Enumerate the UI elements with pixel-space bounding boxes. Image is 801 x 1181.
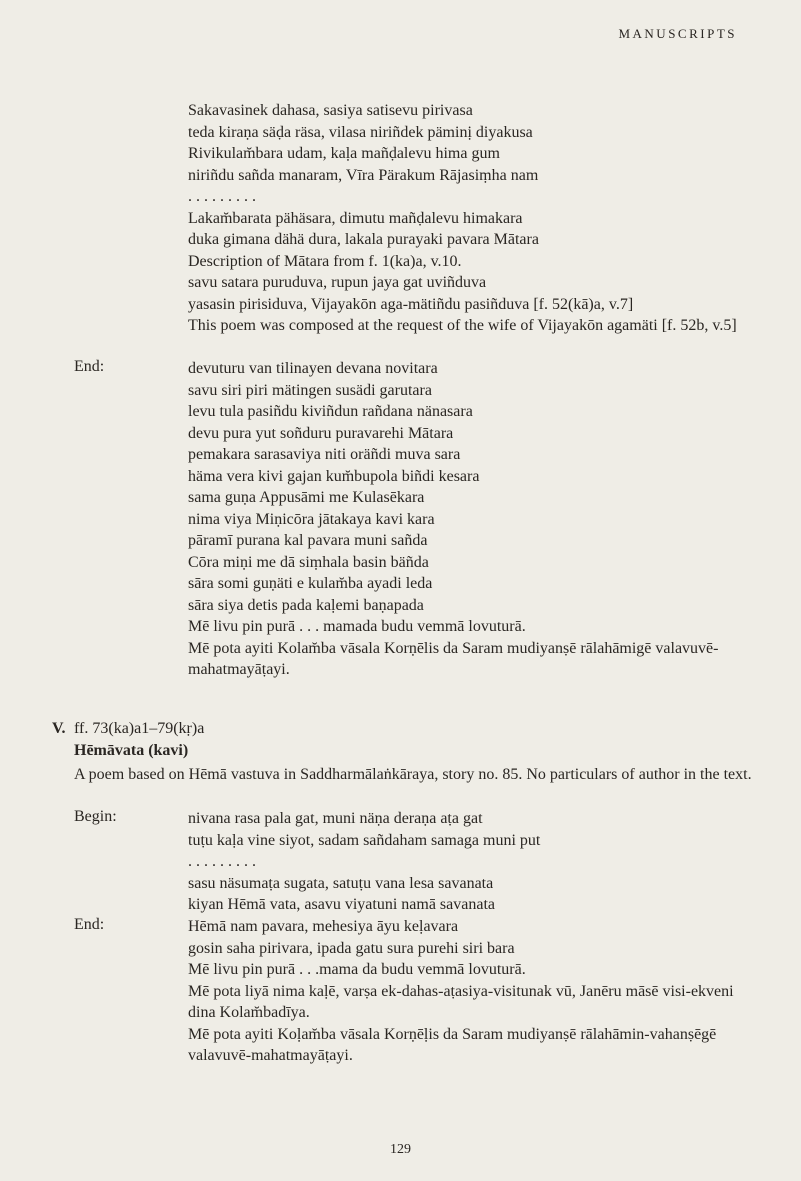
verse-line: pemakara sarasaviya niti oräñdi muva sara: [188, 446, 461, 463]
verse-line: Sakavasinek dahasa, sasiya satisevu pirivasa: [188, 102, 473, 119]
verse-line: savu siri piri mätingen susädi garutara: [188, 381, 432, 399]
description-note: Description of Mātara from f. 1(ka)a, v.10.: [188, 252, 462, 270]
end-verse-block: [188, 916, 748, 1067]
verse-line: häma vera kivi gajan kum̆bupola biñdi kesara: [188, 467, 480, 485]
verse-line: sasu näsumaṭa sugata, satuṭu vana lesa savanata: [188, 874, 494, 892]
verse-line: Cōra miṇi me dā siṃhala basin bäñda: [188, 553, 429, 571]
entry-number: V.: [52, 720, 66, 737]
ellipsis-line: . . . . . . . . .: [188, 188, 256, 205]
verse-line: Rivikulam̆bara udam, kaḷa mañḍalevu hima gum: [188, 145, 500, 162]
verse-line: tuṭu kaḷa vine siyot, sadam sañdaham samaga muni put: [188, 831, 541, 849]
intro-verse-block: [188, 100, 748, 337]
verse-line: devuturu van tilinayen devana novitara: [188, 360, 438, 377]
colophon-line: Mē pota ayiti Kolam̆ba vāsala Korṇēlis da Saram mudiyanṣē rālahāmigē valavuvē-mahatmayāṭayi.: [188, 639, 719, 678]
verse-line: savu satara puruduva, rupun jaya gat uviñduva: [188, 274, 487, 291]
description-note: This poem was composed at the request of the wife of Vijayakōn agamäti [f. 52b, v.5]: [188, 317, 737, 334]
verse-line: niriñdu sañda manaram, Vīra Pärakum Rājasiṃha nam: [188, 166, 539, 184]
entry-title: Hēmāvata (kavi): [74, 742, 189, 759]
verse-line: nivana rasa pala gat, muni näṇa deraṇa aṭa gat: [188, 810, 483, 827]
end-verse-block: [188, 358, 748, 681]
running-header: MANUSCRIPTS: [618, 26, 737, 41]
verse-line: gosin saha pirivara, ipada gatu sura purehi siri bara: [188, 939, 515, 957]
colophon-line: Mē pota ayiti Koḷam̆ba vāsala Korṇēḷis da Saram mudiyanṣē rālahāmin-vahanṣēgē valavuvē-mahatmayāṭayi.: [188, 1025, 717, 1064]
verse-line: teda kiraṇa säḍa räsa, vilasa niriñdek päminị diyakusa: [188, 123, 533, 141]
entry-description: A poem based on Hēmā vastuva in Saddharmālaṅkāraya, story no. 85. No particulars of author in the text.: [74, 766, 752, 783]
end-label: End:: [74, 916, 105, 933]
colophon-line: Mē pota liyā nima kaḷē, varṣa ek-dahas-aṭasiya-visitunak vū, Janēru māsē visi-ekveni dina Kolam̆badīya.: [188, 982, 734, 1021]
colophon-line: Mē livu pin purā . . . mamada budu vemmā lovuturā.: [188, 618, 526, 635]
colophon-line: Mē livu pin purā . . .mama da budu vemmā lovuturā.: [188, 961, 526, 978]
verse-line: kiyan Hēmā vata, asavu viyatuni namā savanata: [188, 896, 495, 913]
end-label: End:: [74, 358, 105, 375]
verse-line: sama guṇa Appusāmi me Kulasēkara: [188, 489, 425, 506]
verse-line: pāramī purana kal pavara muni sañda: [188, 532, 428, 549]
verse-line: duka gimana dähä dura, lakala purayaki pavara Mātara: [188, 231, 539, 248]
begin-verse-block: [188, 808, 748, 916]
page-number: 129: [390, 1142, 411, 1157]
verse-line: nima viya Miṇicōra jātakaya kavi kara: [188, 510, 435, 528]
ellipsis-line: . . . . . . . . .: [188, 853, 256, 870]
verse-line: yasasin pirisiduva, Vijayakōn aga-mätiñdu pasiñduva [f. 52(kā)a, v.7]: [188, 295, 634, 313]
verse-line: Lakam̆barata pähäsara, dimutu mañḍalevu himakara: [188, 209, 523, 227]
verse-line: devu pura yut soñduru puravarehi Mātara: [188, 424, 454, 442]
verse-line: Hēmā nam pavara, mehesiya āyu keḷavara: [188, 918, 459, 935]
verse-line: sāra somi guṇäti e kulam̆ba ayadi leda: [188, 575, 433, 592]
folio-reference: ff. 73(ka)a1–79(kṛ)a: [74, 720, 205, 737]
verse-line: levu tula pasiñdu kiviñdun rañdana nänasara: [188, 403, 473, 420]
verse-line: sāra siya detis pada kaḷemi baṇapada: [188, 596, 424, 614]
begin-label: Begin:: [74, 808, 117, 825]
